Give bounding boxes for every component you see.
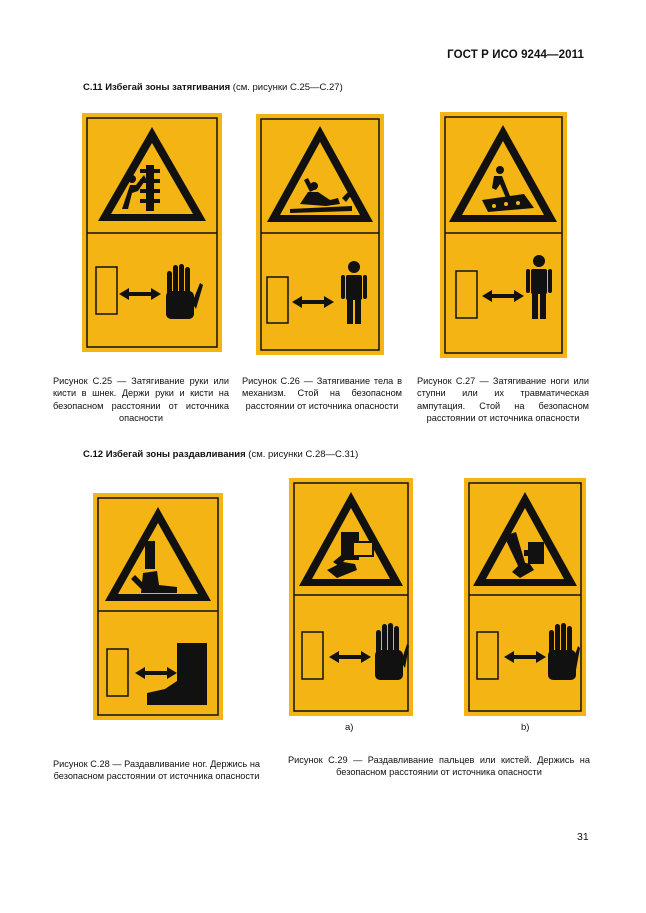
machine-box-icon — [267, 277, 288, 323]
safety-sign-c25 — [82, 113, 222, 352]
sign-graphic — [464, 478, 586, 716]
sign-graphic — [440, 112, 567, 358]
safety-sign-c26 — [256, 114, 384, 355]
section-heading-c11 — [83, 82, 343, 93]
double-arrow-icon — [292, 296, 334, 308]
section-title: Избегай зоны затягивания — [105, 82, 231, 93]
hand-icon — [375, 623, 409, 680]
safety-sign-c29a — [289, 478, 413, 716]
document-header: ГОСТ Р ИСО 9244—2011 — [447, 49, 584, 61]
double-arrow-icon — [482, 290, 524, 302]
machine-box-icon — [302, 632, 323, 679]
double-arrow-icon — [135, 667, 177, 679]
machine-box-icon — [107, 649, 128, 696]
sign-graphic — [82, 113, 222, 352]
machine-box-icon — [477, 632, 498, 679]
figure-caption-c25: Рисунок С.25 — Затягивание руки или кисти в шнек. Держи руки и кисти на безопасном расстоянии от источника опасности — [53, 376, 229, 423]
page-number: 31 — [577, 831, 589, 843]
person-icon — [526, 255, 552, 319]
machine-box-icon — [96, 267, 117, 314]
section-number: С.12 — [83, 449, 104, 460]
figure-caption-c26: Рисунок С.26 — Затягивание тела в механизм. Стой на безопасном расстоянии от источника опасности — [242, 376, 402, 411]
section-heading-c12 — [83, 449, 358, 460]
section-title: Избегай зоны раздавливания — [105, 449, 246, 460]
sub-label-a: а) — [345, 722, 354, 733]
figure-caption-c27: Рисунок С.27 — Затягивание ноги или ступни или их травматическая ампутация. Стой на безопасном расстоянии от источника опасности — [417, 376, 589, 423]
person-icon — [341, 261, 367, 324]
hand-icon — [166, 264, 203, 319]
machine-box-icon — [456, 271, 477, 318]
section-ref: (см. рисунки С.25—С.27) — [232, 82, 343, 93]
section-number: С.11 — [83, 82, 103, 93]
sign-graphic — [93, 493, 223, 720]
figure-caption-c29: Рисунок С.29 — Раздавливание пальцев или кистей. Держись на безопасном расстоянии от источника опасности — [288, 755, 590, 778]
double-arrow-icon — [329, 651, 371, 663]
hand-icon — [548, 623, 580, 680]
safety-sign-c28 — [93, 493, 223, 720]
double-arrow-icon — [119, 288, 161, 300]
section-ref: (см. рисунки С.28—С.31) — [248, 449, 359, 460]
figure-caption-c28: Рисунок С.28 — Раздавливание ног. Держись на безопасном расстоянии от источника опасности — [53, 759, 260, 782]
double-arrow-icon — [504, 651, 546, 663]
safety-sign-c29b — [464, 478, 586, 716]
sub-label-b: b) — [521, 722, 530, 733]
sign-graphic — [289, 478, 413, 716]
safety-sign-c27 — [440, 112, 567, 358]
sign-graphic — [256, 114, 384, 355]
